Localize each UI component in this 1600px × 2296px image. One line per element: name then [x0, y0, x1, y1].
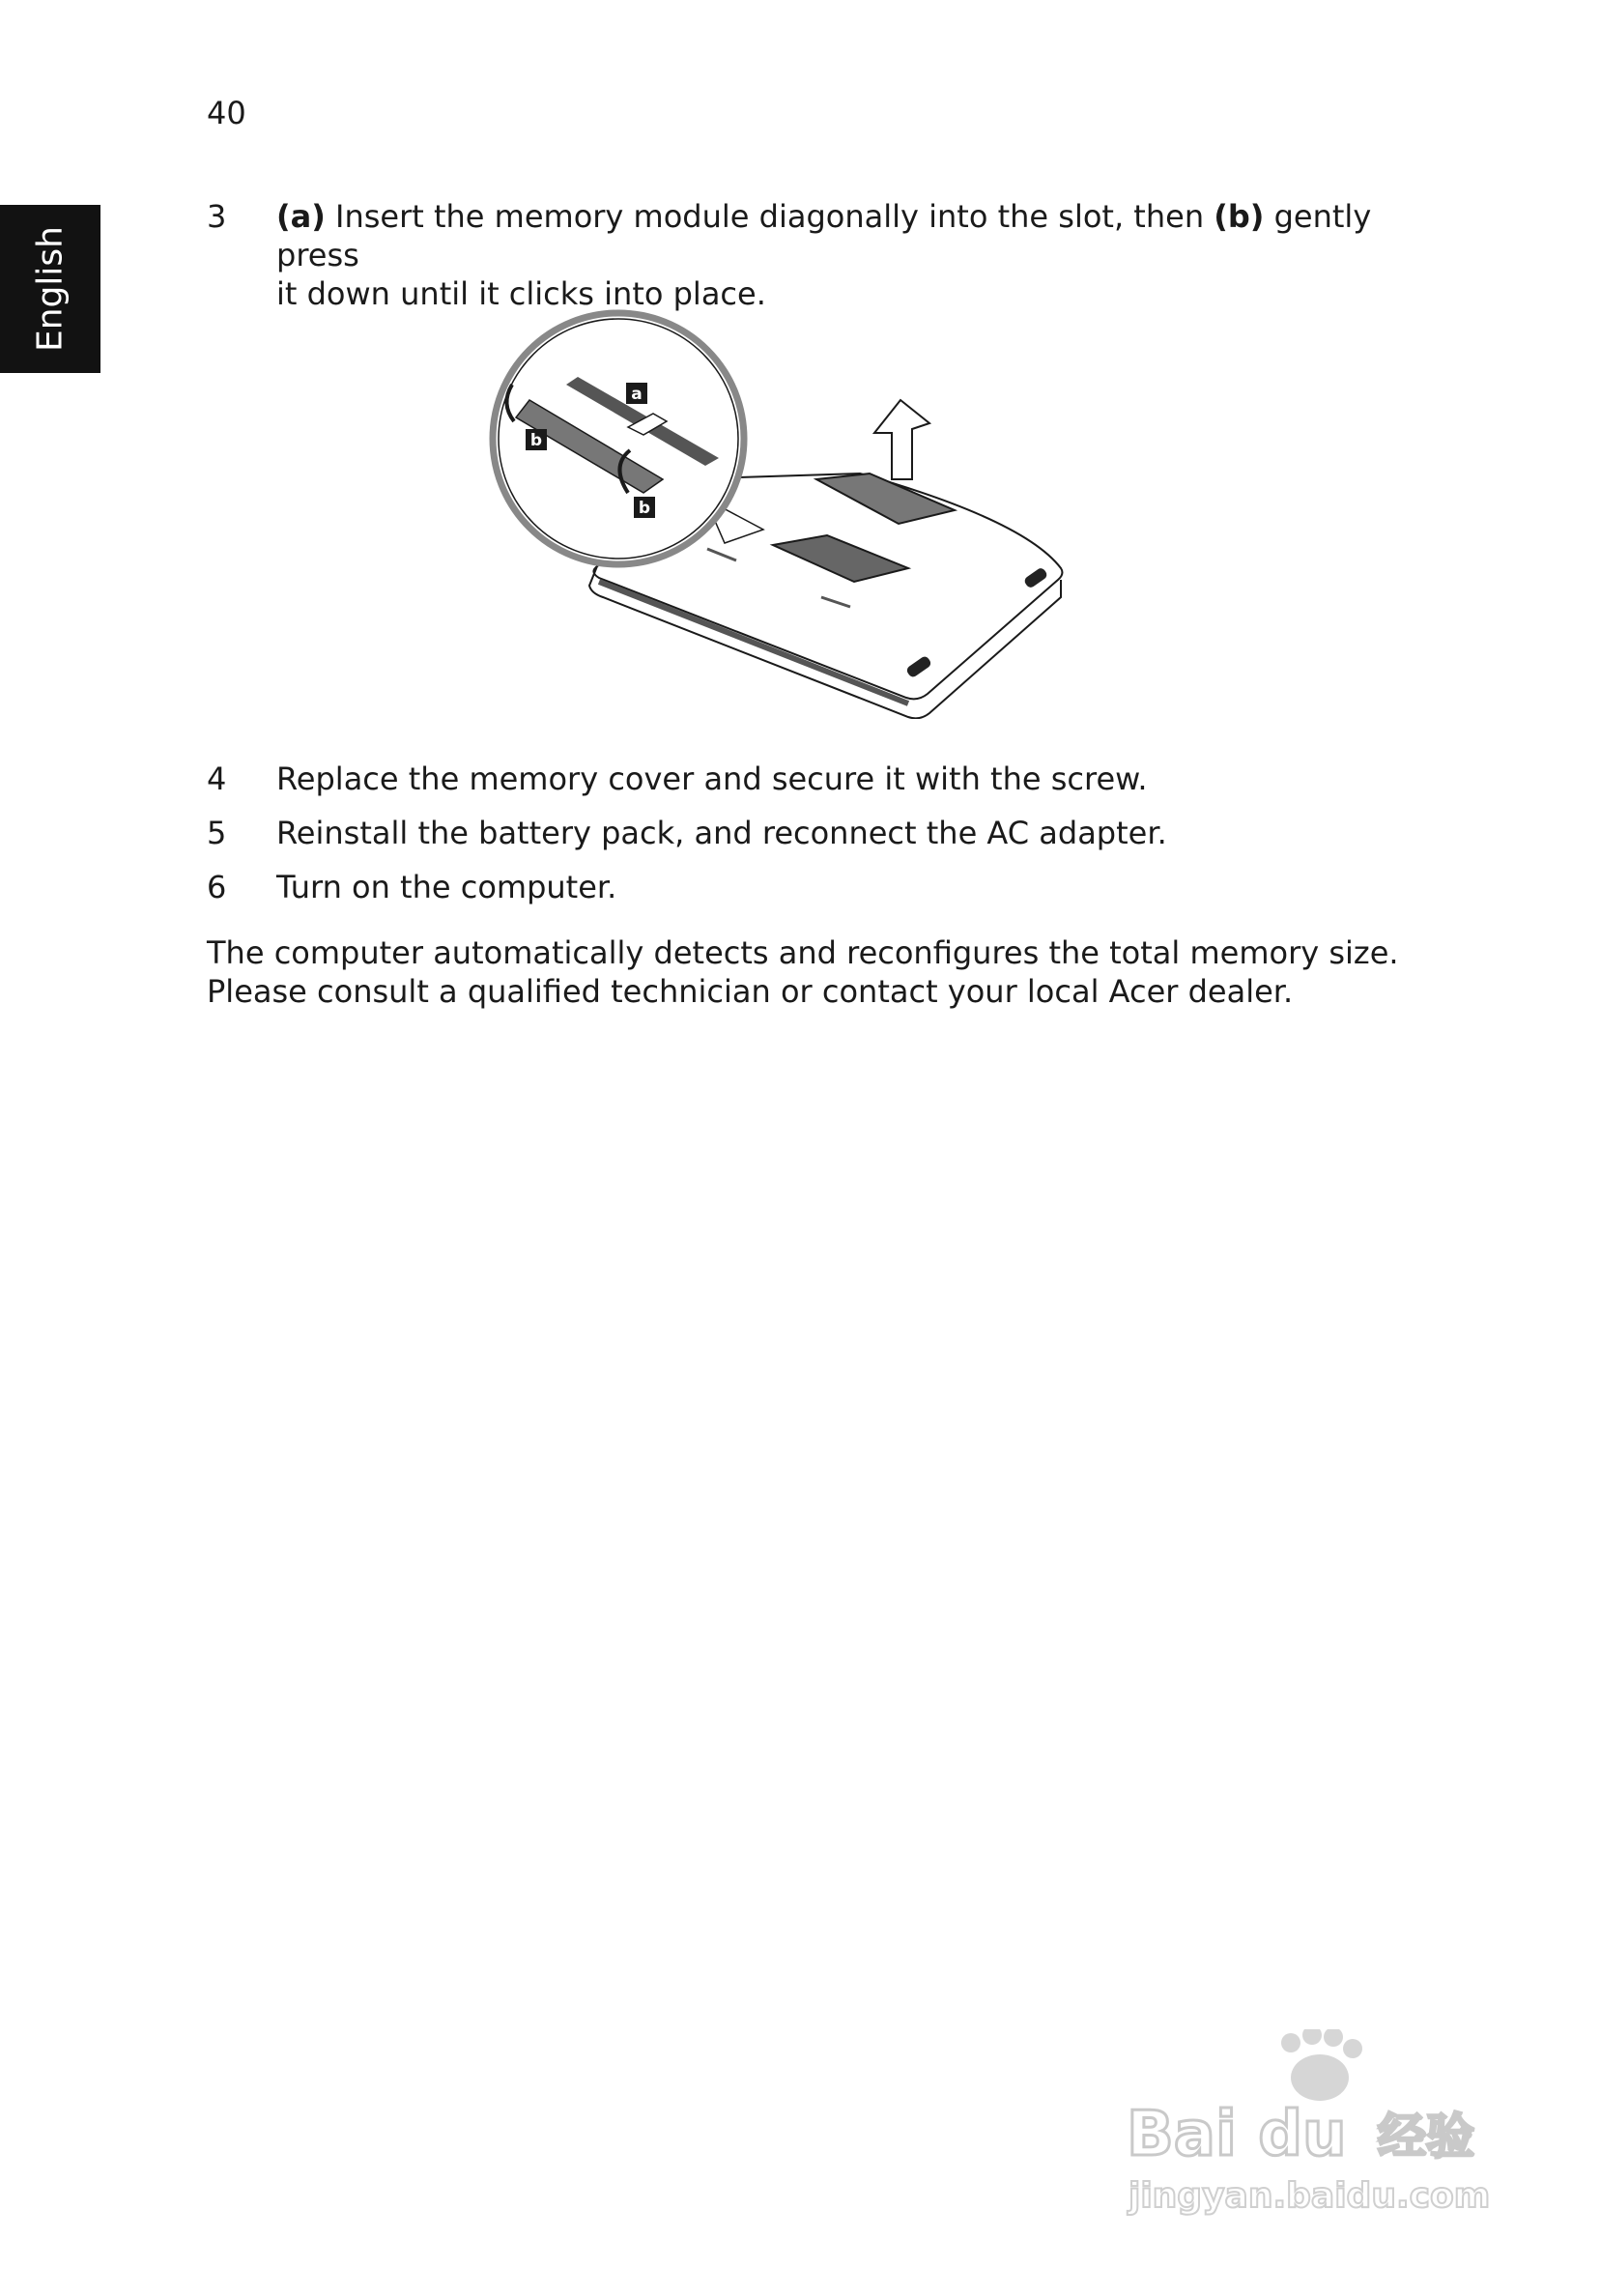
- language-tab-label: English: [30, 226, 71, 352]
- step-number: 4: [207, 761, 227, 797]
- watermark-cn: 经验: [1378, 2109, 1474, 2165]
- marker-b: (b): [1214, 198, 1265, 235]
- paw-logo-icon: [1281, 2029, 1362, 2101]
- language-tab: [0, 205, 100, 373]
- closing-line-2: Please consult a qualified technician or contact your local Acer dealer.: [207, 973, 1294, 1010]
- closing-line-1: The computer automatically detects and reconfigures the total memory size.: [207, 934, 1399, 971]
- watermark-brand: Bai du: [1127, 2099, 1347, 2170]
- step-text: Replace the memory cover and secure it with the screw.: [276, 761, 1148, 797]
- lift-arrow-icon: [874, 400, 929, 479]
- baidu-jingyan-watermark: [1121, 2029, 1527, 2223]
- step-number: 3: [207, 198, 227, 235]
- step-text-b: gently press: [276, 198, 1372, 273]
- step-number: 5: [207, 815, 227, 851]
- memory-install-illustration: [483, 307, 1082, 719]
- step-text-a: Insert the memory module diagonally into the slot, then: [325, 198, 1214, 235]
- callout-b-right: b: [638, 499, 651, 518]
- closing-paragraph: [207, 933, 1424, 1011]
- page-number: 40: [207, 95, 246, 131]
- step-text: [276, 197, 1436, 313]
- step-text: Turn on the computer.: [276, 869, 617, 905]
- step-text-line2: it down until it clicks into place.: [276, 275, 766, 312]
- step-text: Reinstall the battery pack, and reconnect the AC adapter.: [276, 815, 1167, 851]
- marker-a: (a): [276, 198, 326, 235]
- callout-a: a: [631, 385, 643, 404]
- zoom-detail-circle: [493, 313, 763, 564]
- callout-b-left: b: [529, 431, 543, 450]
- watermark-url: jingyan.baidu.com: [1129, 2176, 1491, 2216]
- step-number: 6: [207, 869, 227, 905]
